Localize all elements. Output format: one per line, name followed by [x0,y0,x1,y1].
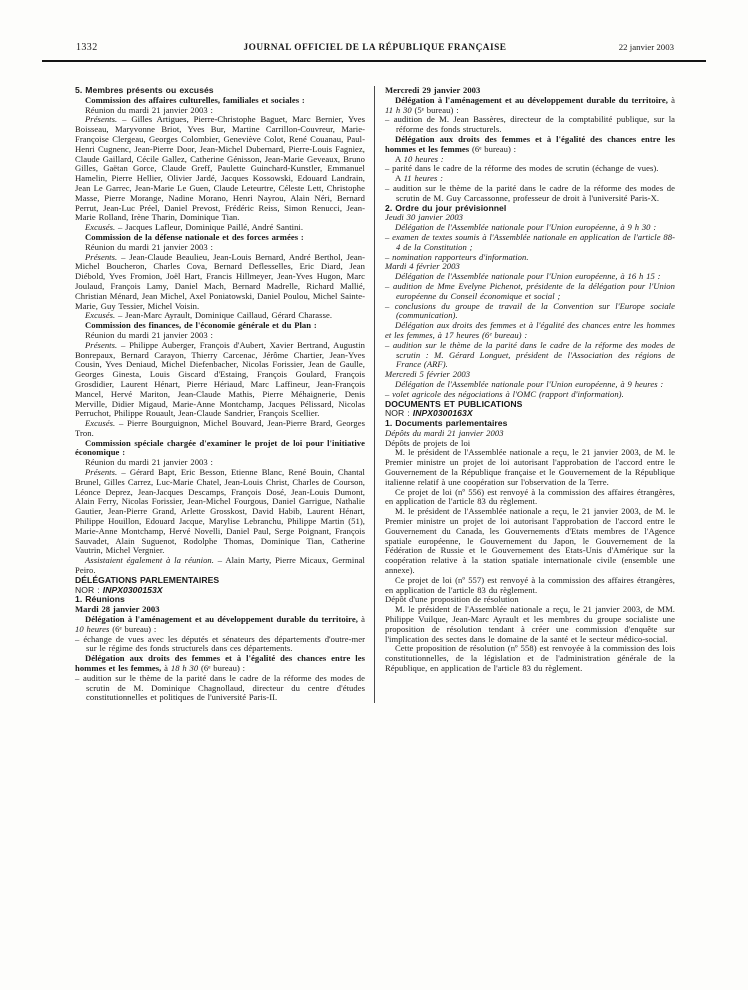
date-heading: Mardi 28 janvier 2003 [75,604,160,615]
presents-list: Présents. – Jean-Claude Beaulieu, Jean-Louis Bernard, André Berthol, Jean-Michel Boucheron, Charles Cova, Bernard Deflesselles, Eric Diard, Jean Diébold, Yves Fromion, Joël Hart, Francis Hillmeyer, Jean-Yves Hugon, Marc Joulaud, François Lamy, Daniel Mach, Bernard Madrelle, Richard Mallié, Christian Ménard, Jean Michel, Axel Poniatowski, Daniel Poulou, Michel Sainte-Marie, Guy Tessier, Michel Voisin. [75,251,365,311]
presents-list: Présents. – Gilles Artigues, Pierre-Christophe Baguet, Marc Bernier, Yves Boisseau, Maryvonne Briot, Yves Bur, Martine Carrillon-Couvreur, Marie-Françoise Clergeau, Georges Colombier, Geneviève Colot, René Couanau, Paul-Henri Cugnenc, Jean-Pierre Door, Jean-Michel Dubernard, Pierre-Louis Fagniez, Claude Gaillard, Cécile Gallez, Catherine Génisson, Jean-Marie Geveaux, Bruno Gilles, Gaëtan Gorce, Claude Greff, Paulette Guinchard-Kunstler, Emmanuel Hamelin, Pierre Hellier, Olivier Jardé, Jacques Kossowski, Edouard Landrain, Jean Le Garrec, Jean-Marie Le Guen, Claude Leteurtre, Céleste Lett, Christophe Masse, Pierre Morange, Nadine Morano, Henri Nayrou, Alain Néri, Bernard Perrut, Jean-Luc Préel, Daniel Prevost, Frédéric Reiss, Simon Renucci, Jean-Marie Rolland, Irène Tharin, Dominique Tian. [75,114,365,223]
section-heading-documents-parlementaires: 1. Documents parlementaires [385,418,508,429]
delegation-heading: Délégation aux droits des femmes et à l'égalité des chances entre les hommes et les femmes, à 18 h 30 (6ᵉ bureau) : [75,653,365,674]
sub-heading: Dépôt d'une proposition de résolution [385,594,519,605]
delegation-heading: Délégation de l'Assemblée nationale pour l'Union européenne, à 9 heures : [395,378,664,389]
agenda-item: – audition sur le thème de la parité dans le cadre de la réforme des modes de scrutin : M. Gérard Longuet, président de l'Association des régions de France (ARF). [385,339,675,370]
presents-list: Présents. – Gérard Bapt, Eric Besson, Etienne Blanc, René Bouin, Chantal Brunel, Gilles Carrez, Luc-Marie Chatel, Jean-Louis Christ, Charles de Courson, Léonce Deprez, Jean-Jacques Descamps, François Dosé, Jean-Louis Dumont, Alain Ferry, Nicolas Forissier, Jean-Michel Fourgous, Daniel Garrigue, Nathalie Gautier, Jean-Pierre Grand, Arlette Grosskost, David Habib, Laurent Hénart, Philippe Houillon, Edouard Jacque, Marylise Lebranchu, Philippe Martin (51), Marie-Anne Montchamp, Hervé Novelli, Daniel Paul, Serge Poignant, François Sauvadet, Alain Suguenot, Rodolphe Thomas, Dominique Tian, Catherine Vautrin, Michel Vergnier. [75,467,365,556]
excuses-list: Excusés. – Jacques Lafleur, Dominique Paillé, André Santini. [85,222,304,233]
agenda-item: – audition de Mme Evelyne Pichenot, présidente de la délégation pour l'Union européenne du Conseil économique et social ; [385,280,675,301]
agenda-item: – conclusions du groupe de travail de la Convention sur l'Europe sociale (communication). [385,300,675,321]
time-line: A 11 heures : [395,173,444,184]
journal-title: JOURNAL OFFICIEL DE LA RÉPUBLIQUE FRANÇAISE [243,43,507,53]
date-heading: Mercredi 5 février 2003 [385,369,471,380]
page-number: 1332 [76,42,98,53]
reunion-date: Réunion du mardi 21 janvier 2003 : [85,104,213,115]
agenda-item: – nomination rapporteurs d'information. [385,251,529,262]
date-heading: Mercredi 29 janvier 2003 [385,85,481,95]
body-paragraph: Cette proposition de résolution (nº 558) est renvoyée à la commission des lois constitutionnelles, de la législation et de l'administration générale de la République, en application de l'article 83 du règlement. [385,643,675,674]
agenda-item: – audition sur le thème de la parité dans le cadre de la réforme des modes de scrutin de M. Guy Carcassonne, professeur de droit à l'université Paris-X. [385,182,675,203]
column-right [385,86,675,703]
section-heading-membres: 5. Membres présents ou excusés [75,85,214,95]
presents-list: Présents. – Philippe Auberger, François d'Aubert, Xavier Bertrand, Augustin Bonrepaux, Bernard Carayon, Thierry Carcenac, Jérôme Chartier, Jean-Yves Cousin, Yves Deniaud, Michel Diefenbacher, Nicolas Forissier, Jean de Gaulle, Georges Ginesta, Louis Giscard d'Estaing, François Goulard, François Grosdidier, Laurent Hénart, Pierre Hériaud, Marc Laffineur, Jean-François Mancel, Hervé Mariton, Jean-Claude Mathis, Pierre Méhaignerie, Denis Merville, Didier Migaud, Marie-Anne Montchamp, Jacques Pélissard, Nicolas Perruchot, Philippe Rouault, Jean-Claude Sandrier, François Scellier. [75,339,365,419]
header-rule [42,60,706,62]
major-heading-documents: DOCUMENTS ET PUBLICATIONS [385,398,523,409]
date-heading: Jeudi 30 janvier 2003 [385,212,464,223]
issue-date: 22 janvier 2003 [618,42,674,52]
delegation-heading: Délégation à l'aménagement et au développement durable du territoire, à 11 h 30 (5ᵉ bureau) : [385,94,675,115]
delegation-heading: Délégation à l'aménagement et au développement durable du territoire, à 10 heures (6ᵉ bureau) : [75,614,365,634]
excuses-list: Excusés. – Jean-Marc Ayrault, Dominique Caillaud, Gérard Charasse. [85,310,333,321]
agenda-item: – volet agricole des négociations à l'OMC (rapport d'information). [385,388,624,399]
time-line: A 10 heures : [395,153,444,164]
nor-line: NOR : INPX0300153X [75,584,163,595]
date-heading: Mardi 4 février 2003 [385,261,460,272]
column-left [75,86,365,703]
section-heading-reunions: 1. Réunions [75,594,125,605]
section-heading-ordre-du-jour: 2. Ordre du jour prévisionnel [385,202,507,213]
commission-heading: Commission des affaires culturelles, familiales et sociales : [85,94,305,105]
agenda-item: – échange de vues avec les députés et sénateurs des départements d'outre-mer sur le régime des fonds structurels dans ces départements. [75,633,365,654]
agenda-item: – examen de textes soumis à l'Assemblée nationale en application de l'article 88-4 de la Constitution ; [385,231,675,252]
delegation-heading: Délégation de l'Assemblée nationale pour l'Union européenne, à 9 h 30 : [395,222,657,233]
delegation-heading: Délégation aux droits des femmes et à l'égalité des chances entre les hommes et les femmes, à 17 heures (6ᵉ bureau) : [385,320,675,340]
agenda-item: – audition de M. Jean Bassères, directeur de la comptabilité publique, sur la réforme des fonds structurels. [385,114,675,135]
sub-heading: Dépôts de projets de loi [385,437,471,448]
reunion-date: Réunion du mardi 21 janvier 2003 : [85,329,213,340]
agenda-item: – audition sur le thème de la parité dans le cadre de la réforme des modes de scrutin de M. Dominique Chagnollaud, directeur du centre d'études constitutionnelles et politiques de l'université Paris-II. [75,672,365,703]
content-columns [75,86,675,703]
body-paragraph: M. le président de l'Assemblée nationale a reçu, le 21 janvier 2003, de M. le Premier ministre un projet de loi autorisant l'approbation de l'accord entre le Gouvernement du Canada, les Gouvernements d'Etats membres de l'Agence spatiale européenne, le Gouvernement du Japon, le Gouvernement de la Fédération de Russie et le Gouvernement des Etats-Unis d'Amérique sur la coopération relative à la station spatiale internationale civile (ensemble une annexe). [385,506,675,576]
body-paragraph: Ce projet de loi (nº 556) est renvoyé à la commission des affaires étrangères, en application de l'article 83 du règlement. [385,486,675,507]
page-header [76,42,674,53]
assistaient-list: Assistaient également à la réunion. – Alain Marty, Pierre Micaux, Germinal Peiro. [75,555,365,576]
commission-heading: Commission des finances, de l'économie générale et du Plan : [85,320,317,331]
commission-heading: Commission de la défense nationale et des forces armées : [85,231,304,242]
delegation-heading: Délégation aux droits des femmes et à l'égalité des chances entre les hommes et les femmes (6ᵉ bureau) : [385,133,675,154]
reunion-date: Réunion du mardi 21 janvier 2003 : [85,241,213,252]
reunion-date: Réunion du mardi 21 janvier 2003 : [85,457,213,468]
body-paragraph: Ce projet de loi (nº 557) est renvoyé à la commission des affaires étrangères, en application de l'article 83 du règlement. [385,574,675,595]
excuses-list: Excusés. – Pierre Bourguignon, Michel Bouvard, Jean-Pierre Brard, Georges Tron. [75,418,365,438]
body-paragraph: M. le président de l'Assemblée nationale a reçu, le 21 janvier 2003, de M. le Premier ministre un projet de loi autorisant l'approbation de l'accord entre le Gouvernement de la République française et le Gouvernement de la République italienne relatif à une coopération sur l'observation de la Terre. [385,447,675,487]
date-heading: Dépôts du mardi 21 janvier 2003 [385,427,504,438]
delegation-heading: Délégation de l'Assemblée nationale pour l'Union européenne, à 16 h 15 : [395,271,661,282]
agenda-item: – parité dans le cadre de la réforme des modes de scrutin (échange de vues). [385,163,659,174]
commission-heading: Commission spéciale chargée d'examiner le projet de loi pour l'initiative économique : [75,437,365,458]
nor-line: NOR : INPX0300163X [385,408,473,419]
major-heading-delegations: DÉLÉGATIONS PARLEMENTAIRES [75,574,220,585]
column-divider [374,86,375,703]
body-paragraph: M. le président de l'Assemblée nationale a reçu, le 21 janvier 2003, de MM. Philippe Vuilque, Jean-Marc Ayrault et les membres du groupe socialiste une proposition de résolution tendant à créer une commission d'enquête sur l'implication des sectes dans le domaine de la santé et le secteur médico-social. [385,604,675,644]
